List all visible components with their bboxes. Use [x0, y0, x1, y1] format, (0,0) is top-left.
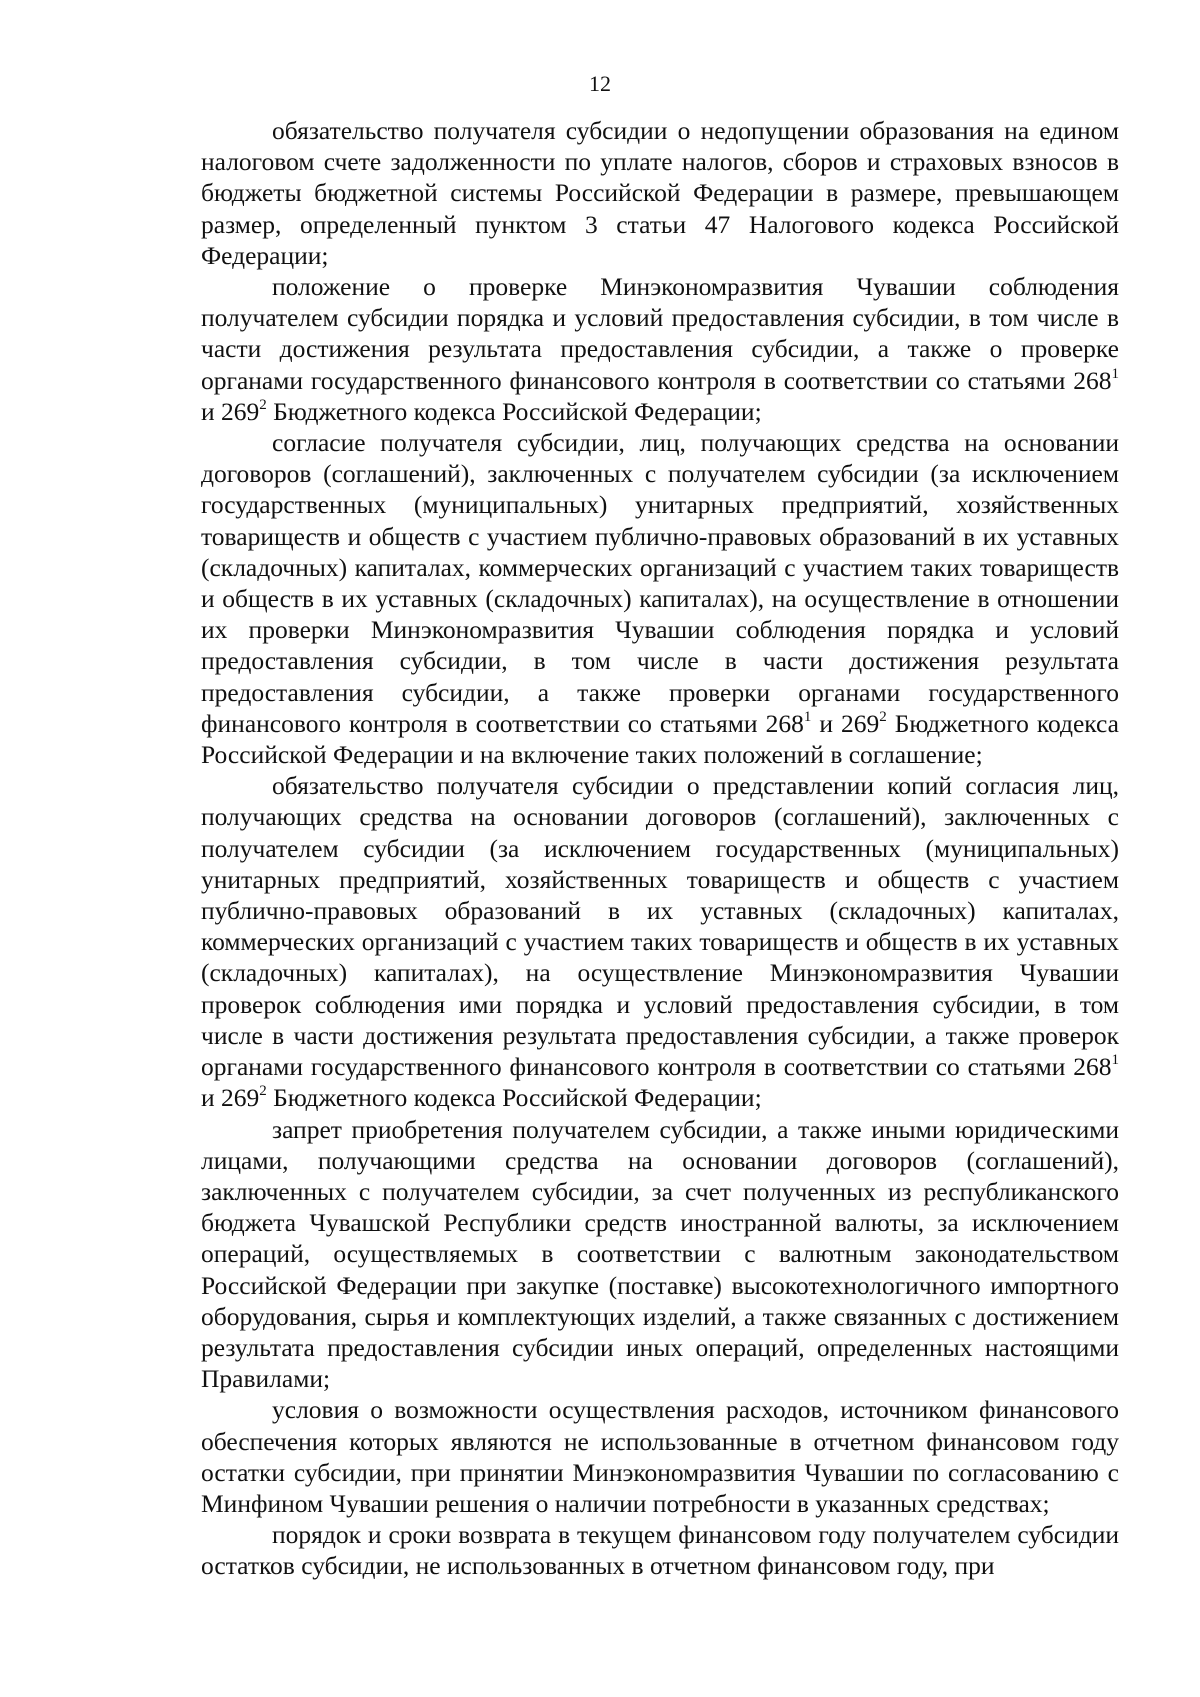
document-body [201, 115, 1119, 1582]
paragraph-consent-to-audit [201, 427, 1119, 770]
paragraph-text: согласие получателя субсидии, лиц, получающих средства на основании договоров (соглашений), заключенных с получателем субсидии (за исключением государственных (муниципальных) унитарных предприятий, хозяйственных товариществ и обществ с участием публично-правовых образований в их уставных (складочных) капиталах, коммерческих организаций с участием таких товариществ и обществ в их уставных (складочных) капиталах), на осуществление в отношении их проверки Минэкономразвития Чувашии соблюдения порядка и условий предоставления субсидии, в том числе в части достижения результата предоставления субсидии, а также проверки органами государственного финансового контроля в соответствии со статьями 268 [201, 428, 1119, 738]
paragraph-consent-copies-obligation [201, 770, 1119, 1113]
paragraph-tax-debt-obligation: обязательство получателя субсидии о недопущении образования на едином налоговом счете задолженности по уплате налогов, сборов и страховых взносов в бюджеты бюджетной системы Российской Федерации в размере, превышающем размер, определенный пунктом 3 статьи 47 Налогового кодекса Российской Федерации; [201, 116, 1119, 270]
superscript: 1 [1111, 365, 1119, 382]
superscript: 1 [803, 708, 812, 725]
superscript: 1 [1111, 1051, 1119, 1068]
page-number: 12 [589, 71, 611, 96]
paragraph-text: и 269 [201, 1083, 260, 1113]
paragraph-text: Бюджетного кодекса Российской Федерации и на включение таких положений в соглашение; [201, 708, 1119, 770]
superscript: 2 [259, 396, 267, 413]
paragraph-text: Бюджетного кодекса Российской Федерации; [266, 1083, 762, 1113]
paragraph-text: и 269 [811, 708, 880, 738]
superscript: 2 [259, 1083, 267, 1100]
paragraph-text: Бюджетного кодекса Российской Федерации; [266, 396, 762, 426]
superscript: 2 [879, 708, 887, 725]
paragraph-foreign-currency-ban: запрет приобретения получателем субсидии, а также иными юридическими лицами, получающими средства на основании договоров (соглашений), заключенных с получателем субсидии, за счет полученных из республиканского бюджета Чувашской Республики средств иностранной валюты, за исключением операций, осуществляемых в соответствии с валютным законодательством Российской Федерации при закупке (поставке) высокотехнологичного импортного оборудования, сырья и комплектующих изделий, а также связанных с достижением результата предоставления субсидии иных операций, определенных настоящими Правилами; [201, 1114, 1119, 1394]
paragraph-text: положение о проверке Минэкономразвития Чувашии соблюдения получателем субсидии порядка и условий предоставления субсидии, в том числе в части достижения результата предоставления субсидии, а также о проверке органами государственного финансового контроля в соответствии со статьями 268 [201, 272, 1119, 395]
paragraph-return-procedure: порядок и сроки возврата в текущем финансовом году получателем субсидии остатков субсидии, не использованных в отчетном финансовом году, при [201, 1520, 1119, 1581]
paragraph-unused-balance-conditions: условия о возможности осуществления расходов, источником финансового обеспечения которых являются не использованные в отчетном финансовом году остатки субсидии, при принятии Минэкономразвития Чувашии по согласованию с Минфином Чувашии решения о наличии потребности в указанных средствах; [201, 1395, 1119, 1518]
paragraph-audit-provision [201, 271, 1119, 427]
paragraph-text: обязательство получателя субсидии о представлении копий согласия лиц, получающих средства на основании договоров (соглашений), заключенных с получателем субсидии (за исключением государственных (муниципальных) унитарных предприятий, хозяйственных товариществ и обществ с участием публично-правовых образований в их уставных (складочных) капиталах, коммерческих организаций с участием таких товариществ и обществ в их уставных (складочных) капиталах), на осуществление Минэкономразвития Чувашии проверок соблюдения ими порядка и условий предоставления субсидии, в том числе в части достижения результата предоставления субсидии, а также проверок органами государственного финансового контроля в соответствии со статьями 268 [201, 771, 1119, 1082]
paragraph-text: и 269 [201, 396, 260, 426]
